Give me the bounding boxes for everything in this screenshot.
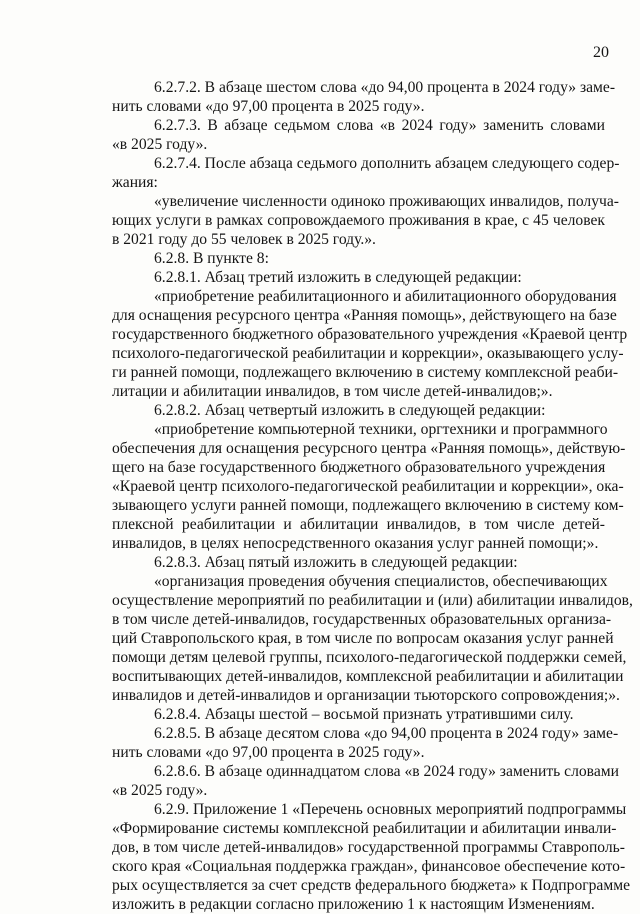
text-line: «в 2025 году». [112, 136, 208, 153]
text-line: в 2021 году до 55 человек в 2025 году.». [112, 231, 376, 248]
text-line: изложить в редакции согласно приложению 1 к настоящим Изменениям. [112, 896, 595, 913]
text-line: 6.2.8.2. Абзац четвертый изложить в следующей редакции: [154, 402, 546, 419]
page-number: 20 [593, 44, 609, 61]
text-line: 6.2.7.3. В абзаце седьмом слова «в 2024 году» заменить словами [154, 117, 605, 134]
text-line: 6.2.8.6. В абзаце одиннадцатом слова «в 2024 году» заменить словами [154, 763, 619, 780]
text-line: инвалидов и детей-инвалидов и организации тьюторского сопровождения;». [112, 687, 620, 704]
text-line: жания: [112, 174, 158, 191]
text-line: психолого-педагогической реабилитации и коррекции», оказывающего услу- [112, 345, 624, 362]
text-line: осуществление мероприятий по реабилитации и (или) абилитации инвалидов, [112, 592, 633, 609]
text-line: зывающего услуги ранней помощи, подлежащего включению в систему ком- [112, 497, 624, 514]
text-line: государственного бюджетного образовательного учреждения «Краевой центр [112, 326, 628, 343]
text-line: воспитывающих детей-инвалидов, комплексной реабилитации и абилитации [112, 668, 624, 685]
text-line: плексной реабилитации и абилитации инвалидов, в том числе детей- [112, 516, 605, 533]
text-line: 6.2.8. В пункте 8: [154, 250, 269, 267]
text-line: 6.2.8.1. Абзац третий изложить в следующей редакции: [154, 269, 522, 286]
text-line: ского края «Социальная поддержка граждан», финансовое обеспечение кото- [112, 858, 626, 875]
text-line: «Формирование системы комплексной реабилитации и абилитации инвали- [112, 820, 617, 837]
text-line: помощи детям целевой группы, психолого-педагогической поддержки семей, [112, 649, 627, 666]
text-line: «увеличение численности одиноко проживающих инвалидов, получа- [154, 193, 619, 210]
text-line: «приобретение компьютерной техники, оргтехники и программного [154, 421, 608, 438]
text-line: «Краевой центр психолого-педагогической реабилитации и коррекции», ока- [112, 478, 624, 495]
text-line: 6.2.7.2. В абзаце шестом слова «до 94,00 процента в 2024 году» заме- [154, 79, 616, 96]
text-line: нить словами «до 97,00 процента в 2025 году». [112, 744, 425, 761]
text-line: инвалидов, в целях непосредственного оказания услуг ранней помощи;». [112, 535, 599, 552]
text-line: «в 2025 году». [112, 782, 208, 799]
text-line: литации и абилитации инвалидов, в том числе детей-инвалидов;». [112, 383, 553, 400]
text-line: «организация проведения обучения специалистов, обеспечивающих [154, 573, 608, 590]
text-line: 6.2.7.4. После абзаца седьмого дополнить абзацем следующего содер- [154, 155, 620, 172]
text-line: ги ранней помощи, подлежащего включению в систему комплексной реаби- [112, 364, 619, 381]
text-line: 6.2.8.4. Абзацы шестой – восьмой признать утратившими силу. [154, 706, 574, 723]
text-line: 6.2.8.5. В абзаце десятом слова «до 94,00 процента в 2024 году» заме- [154, 725, 619, 742]
text-line: 6.2.8.3. Абзац пятый изложить в следующей редакции: [154, 554, 518, 571]
text-line: в том числе детей-инвалидов, государственных образовательных организа- [112, 611, 612, 628]
text-line: для оснащения ресурсного центра «Ранняя помощь», действующего на базе [112, 307, 617, 324]
text-line: обеспечения для оснащения ресурсного центра «Ранняя помощь», действую- [112, 440, 626, 457]
text-line: 6.2.9. Приложение 1 «Перечень основных мероприятий подпрограммы [154, 801, 627, 818]
text-line: рых осуществляется за счет средств федерального бюджета» к Подпрограмме [112, 877, 631, 894]
text-line: дов, в том числе детей-инвалидов» государственной программы Ставрополь- [112, 839, 625, 856]
text-line: щего на базе государственного бюджетного образовательного учреждения [112, 459, 606, 476]
document-body [112, 78, 633, 914]
text-line: нить словами «до 97,00 процента в 2025 году». [112, 98, 425, 115]
text-line: «приобретение реабилитационного и абилитационного оборудования [154, 288, 617, 305]
text-line: ций Ставропольского края, в том числе по вопросам оказания услуг ранней [112, 630, 614, 647]
text-line: ющих услуги в рамках сопровождаемого проживания в крае, с 45 человек [112, 212, 605, 229]
